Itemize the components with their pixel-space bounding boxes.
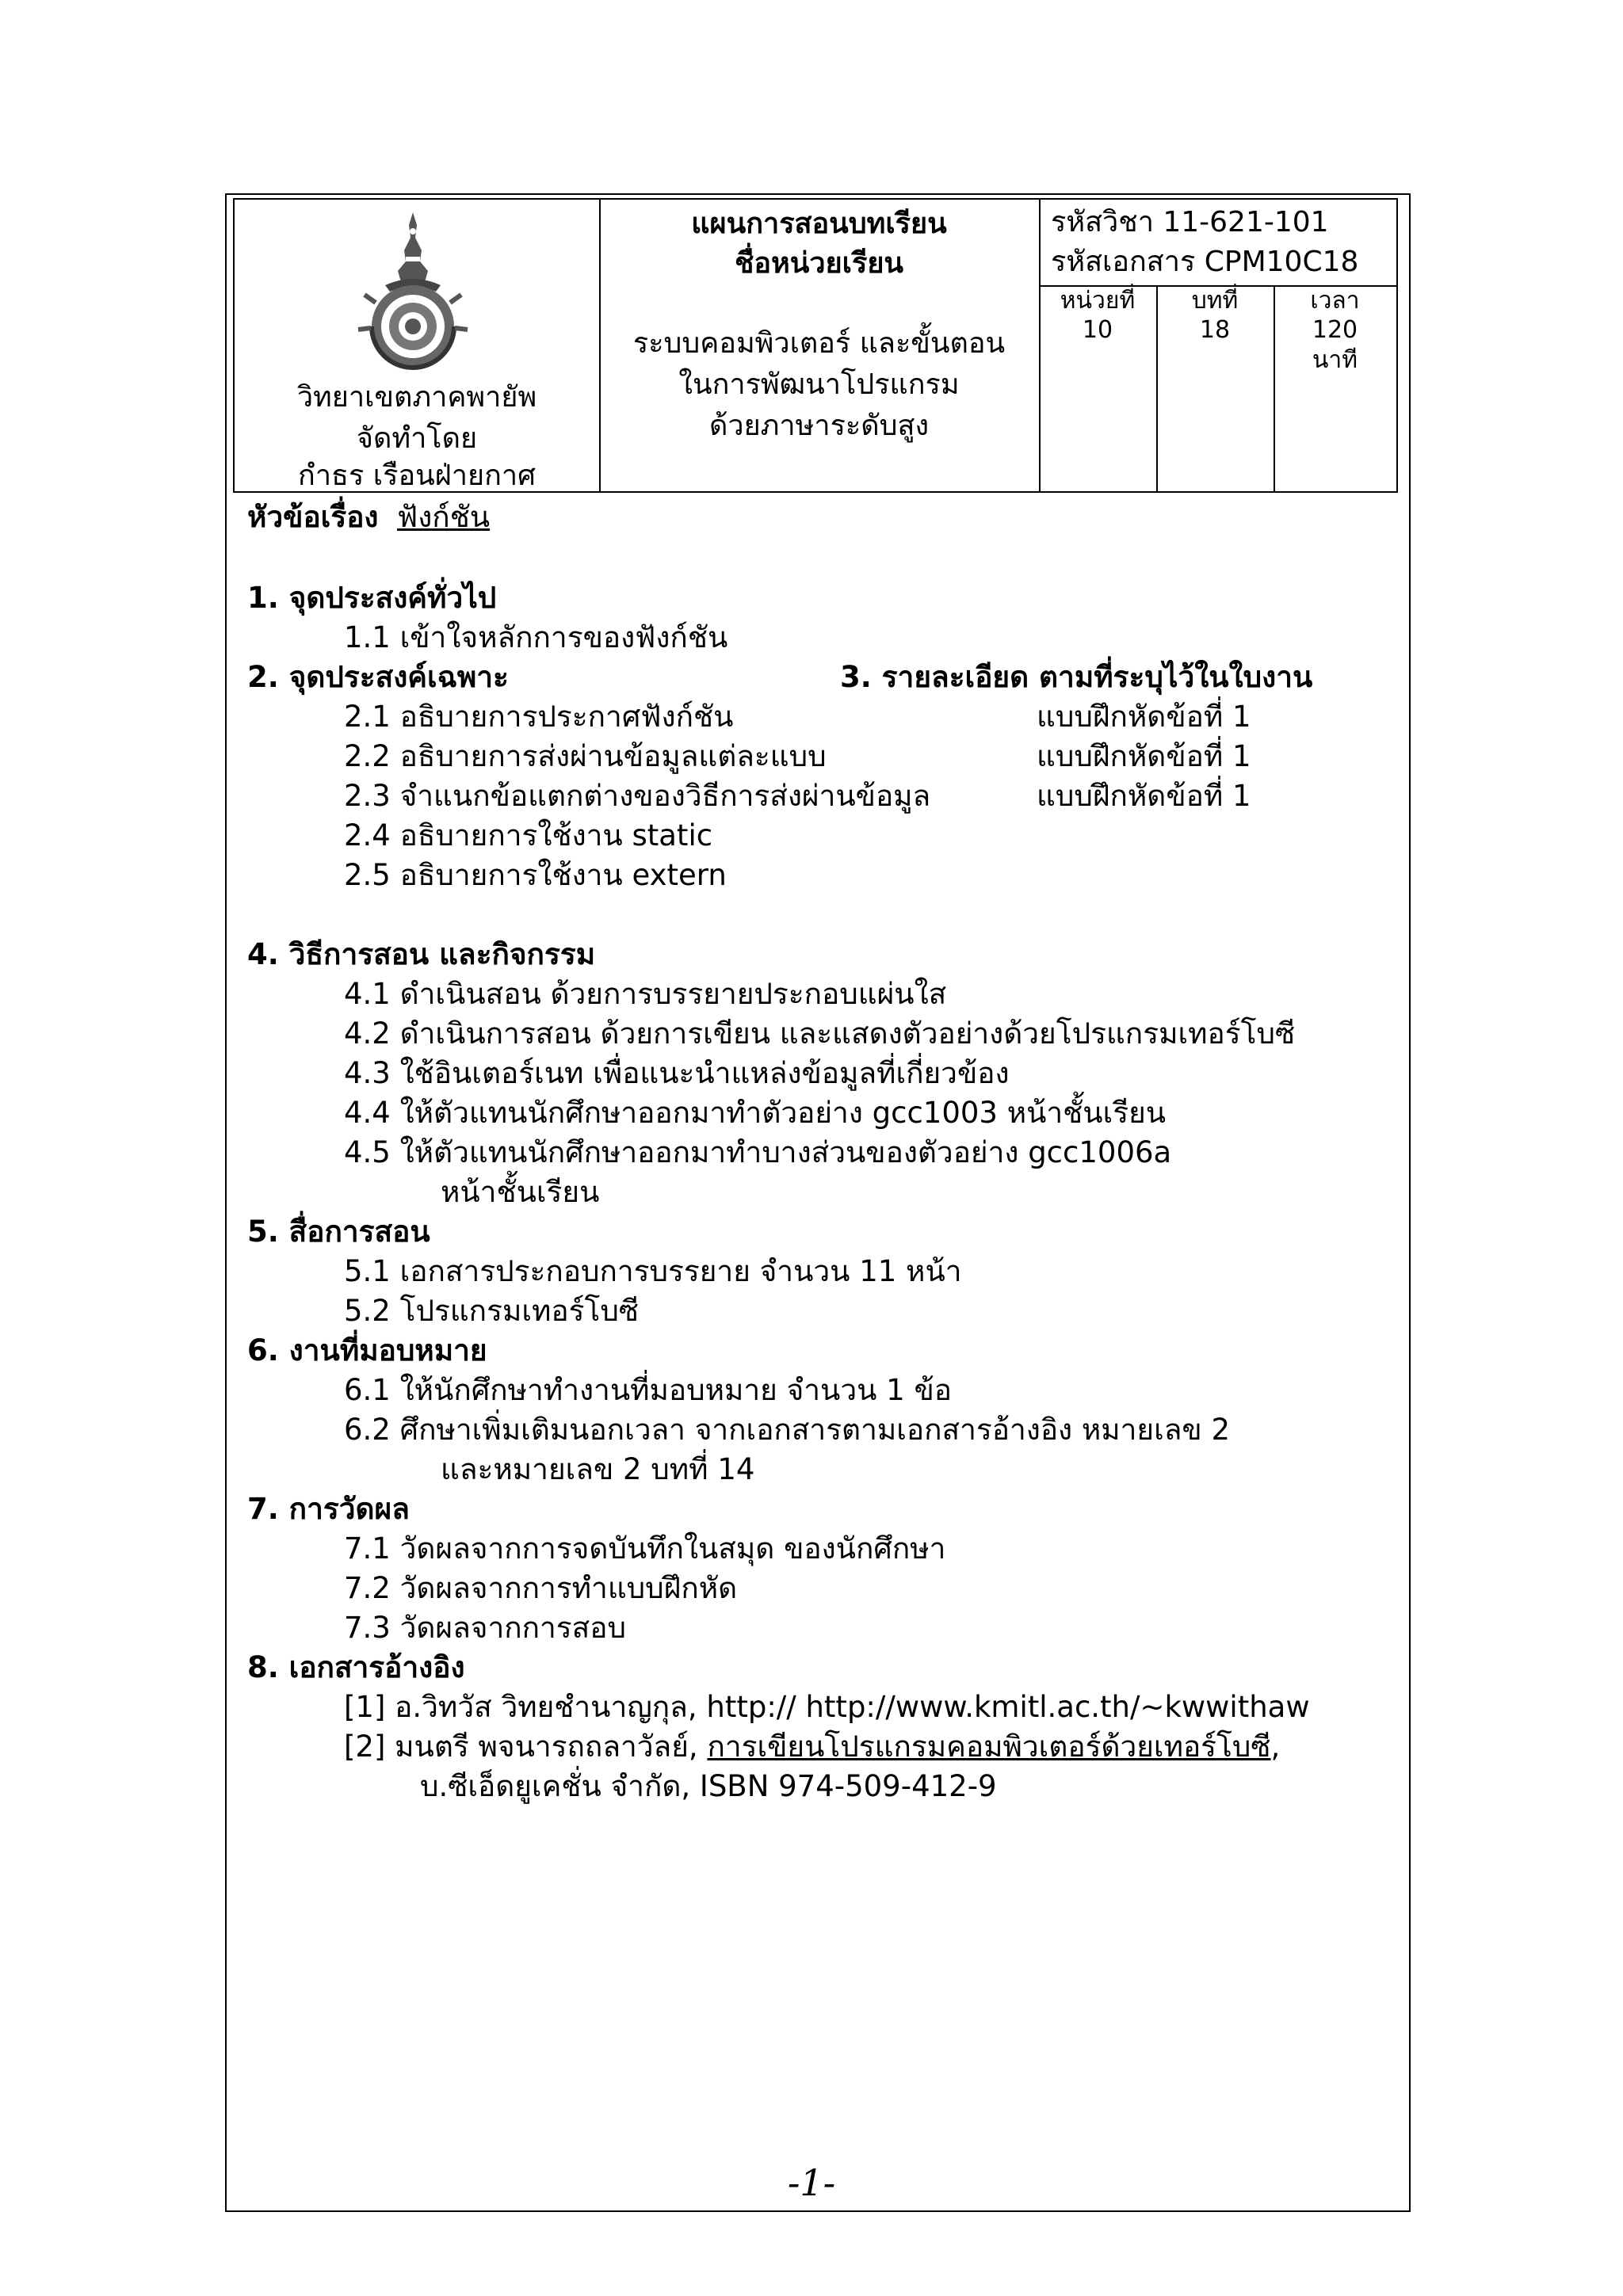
reference-item [344, 1727, 1280, 1767]
unit-topic [599, 323, 1039, 447]
list-item: 4.4 ให้ตัวแทนนักศึกษาออกมาทำตัวอย่าง gcc1003 หน้าชั้นเรียน [344, 1096, 1167, 1130]
unit-label: หน่วยที่ [1060, 287, 1136, 315]
reference-author: [2] มนตรี พจนารถถลาวัลย์, [344, 1730, 708, 1764]
list-item: 7.3 วัดผลจากการสอบ [344, 1611, 626, 1645]
list-item: 5.1 เอกสารประกอบการบรรยาย จำนวน 11 หน้า [344, 1254, 962, 1288]
time-unit: นาที [1312, 346, 1358, 374]
list-item: 7.2 วัดผลจากการทำแบบฝึกหัด [344, 1571, 738, 1605]
section-title: 7. การวัดผล [247, 1492, 410, 1526]
reference-item: [1] อ.วิทวัส วิทยชำนาญกุล, http:// http://www.kmitl.ac.th/~kwwithaw [344, 1690, 1310, 1724]
college-name: วิทยาเขตภาคพายัพ [296, 381, 537, 414]
chapter-value: 18 [1199, 316, 1231, 344]
author-name: กำธร เรือนฝ่ายกาศ [298, 460, 536, 492]
worksheet-ref: แบบฝึกหัดข้อที่ 1 [1037, 739, 1251, 773]
university-emblem-icon [353, 209, 472, 376]
list-item: 2.4 อธิบายการใช้งาน static [344, 818, 713, 852]
reference-book-title: การเขียนโปรแกรมคอมพิวเตอร์ด้วยเทอร์โบซี [707, 1730, 1271, 1764]
section-title: 3. รายละเอียด ตามที่ระบุไว้ในใบงาน [840, 660, 1313, 694]
reference-publisher: บ.ซีเอ็ดยูเคชั่น จำกัด, ISBN 974-509-412-9 [420, 1769, 997, 1803]
course-code: รหัสวิชา 11-621-101 [1051, 206, 1329, 238]
subject-value: ฟังก์ชัน [397, 500, 491, 534]
reference-separator: , [1270, 1730, 1281, 1764]
section-title: 2. จุดประสงค์เฉพาะ [247, 660, 509, 694]
list-item: 4.1 ดำเนินสอน ด้วยการบรรยายประกอบแผ่นใส [344, 977, 947, 1011]
time-value: 120 [1312, 316, 1358, 344]
section-title: 5. สื่อการสอน [247, 1215, 430, 1249]
list-item: 2.5 อธิบายการใช้งาน extern [344, 858, 727, 892]
prepared-by-label: จัดทำโดย [356, 422, 478, 455]
unit-name-label: ชื่อหน่วยเรียน [734, 247, 904, 280]
list-item: 2.3 จำแนกข้อแตกต่างของวิธีการส่งผ่านข้อมูล [344, 779, 931, 813]
header-table [233, 198, 1398, 493]
list-item: 4.5 ให้ตัวแทนนักศึกษาออกมาทำบางส่วนของตัวอย่าง gcc1006a [344, 1135, 1172, 1169]
page-number: -1- [787, 2161, 836, 2204]
topic-line: ด้วยภาษาระดับสูง [708, 410, 930, 442]
page-frame [225, 193, 1411, 2212]
subject-heading [247, 498, 490, 537]
time-label: เวลา [1310, 287, 1360, 315]
document-code: รหัสเอกสาร CPM10C18 [1051, 246, 1359, 278]
section-title: 1. จุดประสงค์ทั่วไป [247, 581, 497, 615]
section-title: 8. เอกสารอ้างอิง [247, 1650, 465, 1684]
topic-line: ระบบคอมพิวเตอร์ และขั้นตอน [632, 327, 1006, 360]
section-title: 6. งานที่มอบหมาย [247, 1333, 487, 1367]
list-item-continuation: และหมายเลข 2 บทที่ 14 [441, 1452, 755, 1486]
plan-title: แผนการสอนบทเรียน [691, 208, 947, 240]
list-item: 6.2 ศึกษาเพิ่มเติมนอกเวลา จากเอกสารตามเอกสารอ้างอิง หมายเลข 2 [344, 1413, 1231, 1447]
topic-line: ในการพัฒนาโปรแกรม [678, 368, 960, 401]
worksheet-ref: แบบฝึกหัดข้อที่ 1 [1037, 700, 1251, 734]
list-item: 7.1 วัดผลจากการจดบันทึกในสมุด ของนักศึกษา [344, 1531, 946, 1566]
list-item: 2.1 อธิบายการประกาศฟังก์ชัน [344, 700, 734, 734]
list-item: 4.3 ใช้อินเตอร์เนท เพื่อแนะนำแหล่งข้อมูลที่เกี่ยวข้อง [344, 1056, 1010, 1090]
list-item: 5.2 โปรแกรมเทอร์โบซี [344, 1294, 639, 1328]
list-item-continuation: หน้าชั้นเรียน [441, 1175, 600, 1209]
unit-value: 10 [1082, 316, 1113, 344]
worksheet-ref: แบบฝึกหัดข้อที่ 1 [1037, 779, 1251, 813]
list-item: 1.1 เข้าใจหลักการของฟังก์ชัน [344, 620, 728, 654]
header-divider [1039, 200, 1041, 491]
list-item: 4.2 ดำเนินการสอน ด้วยการเขียน และแสดงตัวอย่างด้วยโปรแกรมเทอร์โบซี [344, 1016, 1296, 1051]
list-item: 6.1 ให้นักศึกษาทำงานที่มอบหมาย จำนวน 1 ข้อ [344, 1373, 952, 1407]
plan-header [599, 204, 1039, 284]
list-item: 2.2 อธิบายการส่งผ่านข้อมูลแต่ละแบบ [344, 739, 827, 773]
subject-label: หัวข้อเรื่อง [247, 500, 379, 534]
section-title: 4. วิธีการสอน และกิจกรรม [247, 937, 596, 971]
chapter-label: บทที่ [1191, 287, 1239, 315]
